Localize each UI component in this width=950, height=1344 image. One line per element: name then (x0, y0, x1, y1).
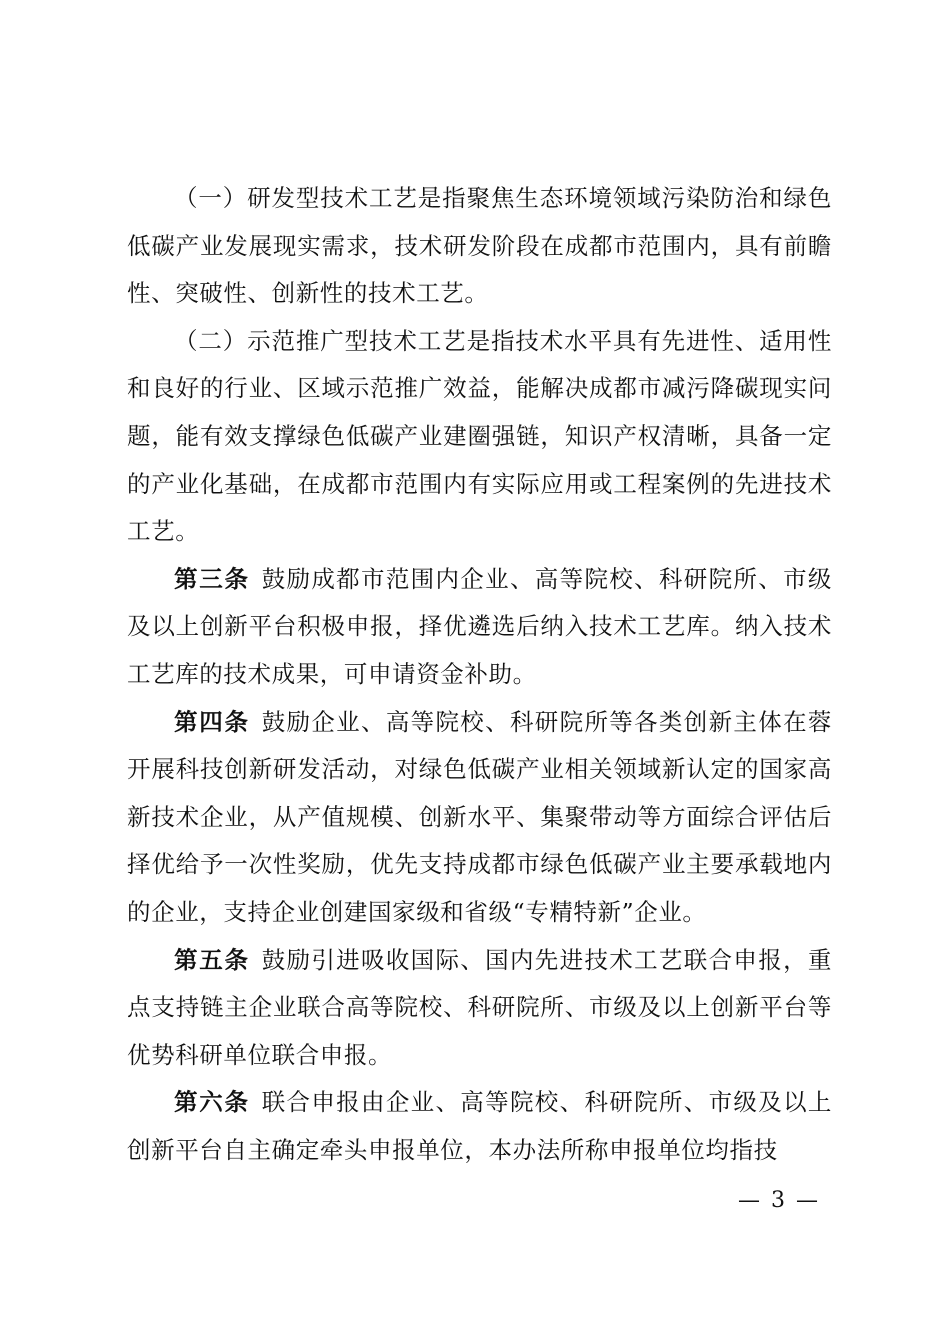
article-5 (127, 937, 832, 1080)
article-4-text: 鼓励企业、高等院校、科研院所等各类创新主体在蓉开展科技创新研发活动，对绿色低碳产业相关领域新认定的国家高新技术企业，从产值规模、创新水平、集聚带动等方面综合评估后择优给予一次性奖励，优先支持成都市绿色低碳产业主要承载地内的企业，支持企业创建国家级和省级“专精特新”企业。 (127, 707, 832, 926)
paragraph-2 (127, 318, 832, 556)
article-4 (127, 699, 832, 937)
article-4-heading: 第四条 (174, 707, 250, 736)
article-6 (127, 1079, 832, 1174)
article-5-text: 鼓励引进吸收国际、国内先进技术工艺联合申报，重点支持链主企业联合高等院校、科研院所、市级及以上创新平台等优势科研单位联合申报。 (127, 945, 832, 1069)
article-3 (127, 556, 832, 699)
paragraph-2-text: （二）示范推广型技术工艺是指技术水平具有先进性、适用性和良好的行业、区域示范推广效益，能解决成都市减污降碳现实问题，能有效支撑绿色低碳产业建圈强链，知识产权清晰，具备一定的产业化基础，在成都市范围内有实际应用或工程案例的先进技术工艺。 (127, 326, 832, 546)
article-3-heading: 第三条 (174, 564, 250, 593)
article-5-heading: 第五条 (174, 945, 250, 974)
paragraph-1 (127, 175, 832, 318)
article-6-heading: 第六条 (174, 1088, 250, 1117)
page-number: — 3 — (738, 1188, 820, 1213)
paragraph-1-text: （一）研发型技术工艺是指聚焦生态环境领域污染防治和绿色低碳产业发展现实需求，技术研发阶段在成都市范围内，具有前瞻性、突破性、创新性的技术工艺。 (127, 184, 832, 308)
article-3-text: 鼓励成都市范围内企业、高等院校、科研院所、市级及以上创新平台积极申报，择优遴选后纳入技术工艺库。纳入技术工艺库的技术成果，可申请资金补助。 (127, 564, 832, 688)
article-6-text: 联合申报由企业、高等院校、科研院所、市级及以上创新平台自主确定牵头申报单位，本办法所称申报单位均指技 (127, 1088, 832, 1164)
document-body (127, 175, 832, 1174)
